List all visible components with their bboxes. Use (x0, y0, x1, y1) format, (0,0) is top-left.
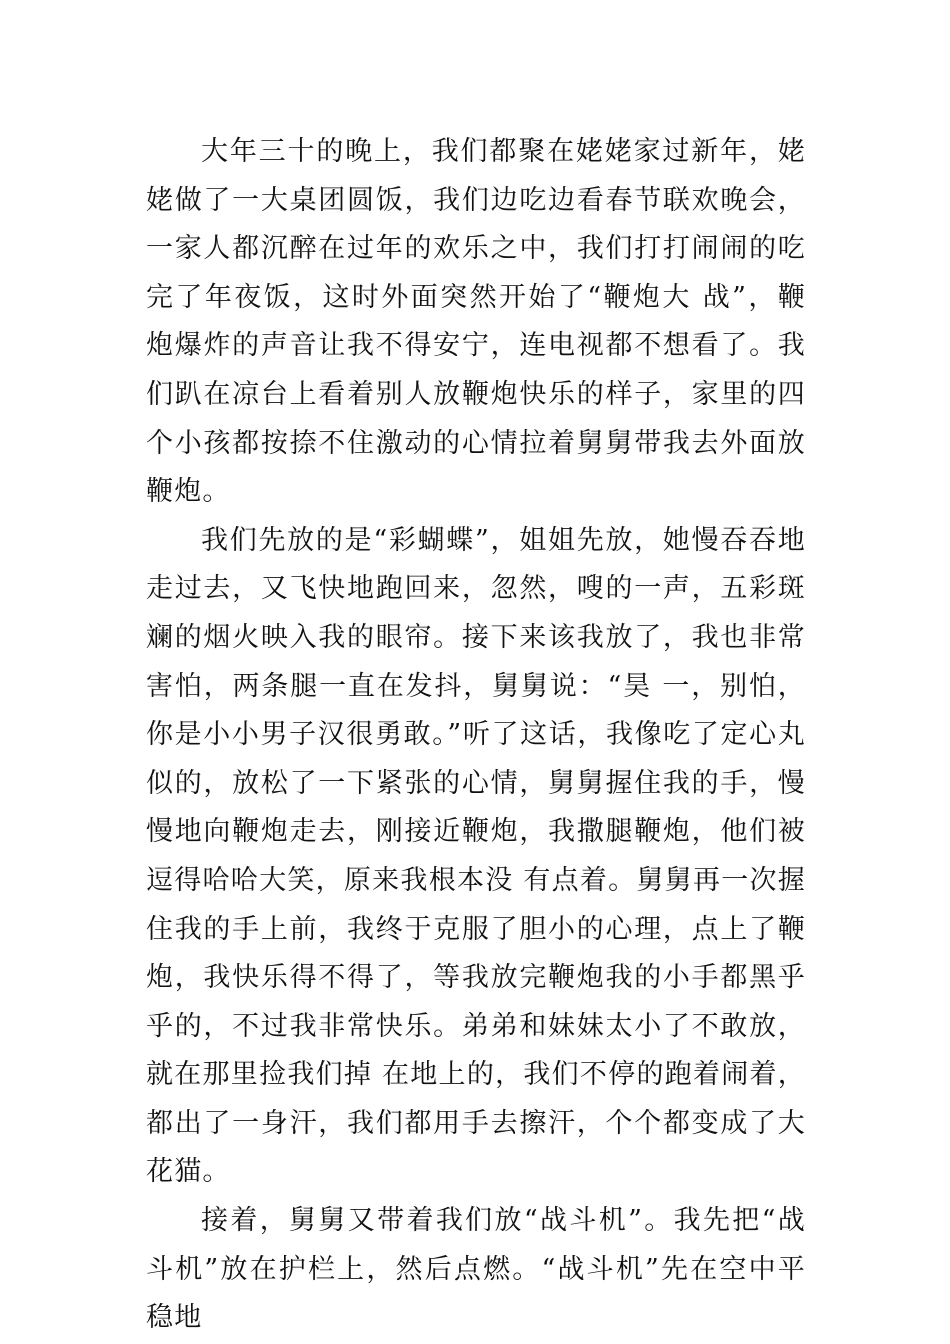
paragraph-2: 我们先放的是“彩蝴蝶”，姐姐先放，她慢吞吞地走过去，又飞快地跑回来，忽然，嗖的一声，五彩斑斓的烟火映入我的眼帘。接下来该我放了，我也非常害怕，两条腿一直在发抖，舅舅说：“昊 一，别怕，你是小小男子汉很勇敢。”听了这话，我像吃了定心丸似的，放松了一下紧张的心情，舅舅握住我的手，慢慢地向鞭炮走去，刚接近鞭炮，我撒腿鞭炮，他们被逗得哈哈大笑，原来我根本没 有点着。舅舅再一次握住我的手上前，我终于克服了胆小的心理，点上了鞭炮，我快乐得不得了，等我放完鞭炮我的小手都黑乎乎的，不过我非常快乐。弟弟和妹妹太小了不敢放，就在那里捡我们掉 在地上的，我们不停的跑着闹着，都出了一身汗，我们都用手去擦汗，个个都变成了大花猫。 (146, 524, 806, 1188)
paragraph-3: 接着，舅舅又带着我们放“战斗机”。我先把“战斗机”放在护栏上，然后点燃。“战斗机”先在空中平稳地 (146, 1205, 806, 1334)
document-page (146, 128, 806, 1343)
paragraph-1: 大年三十的晚上，我们都聚在姥姥家过新年，姥姥做了一大桌团圆饭，我们边吃边看春节联欢晚会，一家人都沉醉在过年的欢乐之中，我们打打闹闹的吃完了年夜饭，这时外面突然开始了“鞭炮大 战”，鞭炮爆炸的声音让我不得安宁，连电视都不想看了。我们趴在凉台上看着别人放鞭炮快乐的样子，家里的四个小孩都按捺不住激动的心情拉着舅舅带我去外面放鞭炮。 (146, 136, 806, 508)
